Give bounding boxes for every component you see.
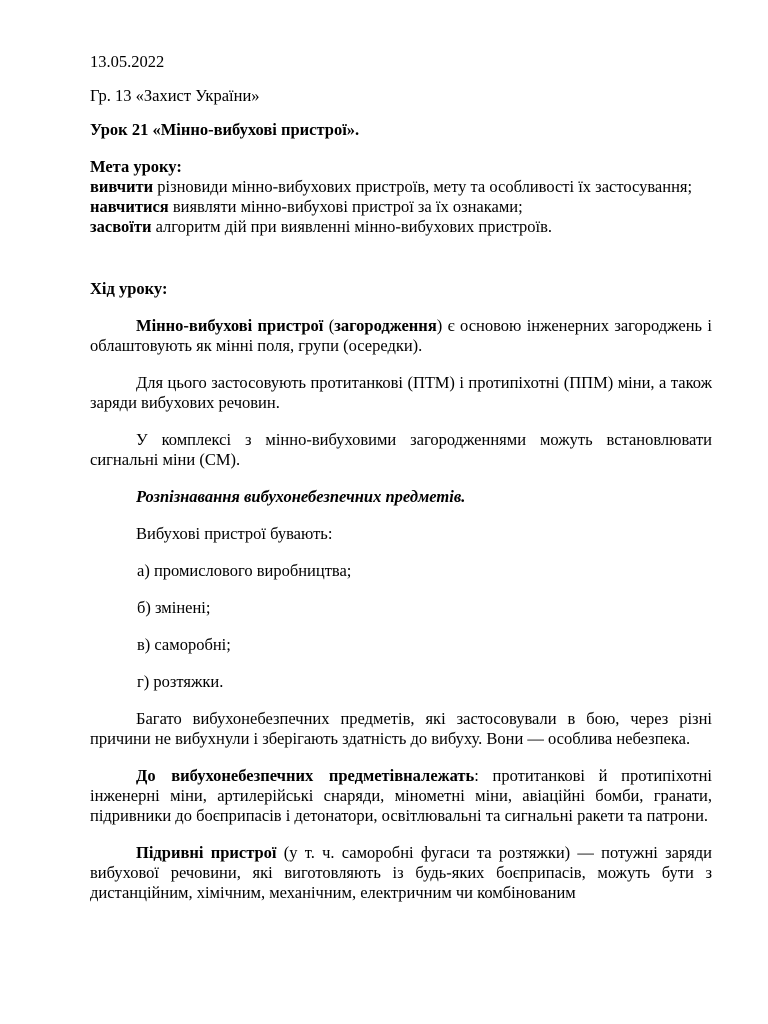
list-item: б) змінені; xyxy=(137,598,211,617)
date: 13.05.2022 xyxy=(90,52,165,71)
list-item: а) промислового виробництва; xyxy=(137,561,352,580)
course-heading: Хід уроку: xyxy=(90,279,168,298)
goal-heading: Мета уроку: xyxy=(90,157,182,176)
paragraph: Підривні пристрої (у т. ч. саморобні фугаси та розтяжки) — потужні заряди вибухової речовини, які виготовляють із будь-яких боєприпасів, можуть бути з дистанційним, хімічним, механічним, електричним чи комбінованим xyxy=(90,843,713,902)
lesson-title: Урок 21 «Мінно-вибухові пристрої». xyxy=(90,120,360,139)
goal-item: вивчити різновиди мінно-вибухових пристроїв, мету та особливості їх застосування; xyxy=(90,177,693,196)
list-item: г) розтяжки. xyxy=(137,672,224,691)
paragraph: Багато вибухонебезпечних предметів, які застосовували в бою, через різні причини не вибухнули і зберігають здатність до вибуху. Вони — особлива небезпека. xyxy=(90,709,712,748)
list-item: в) саморобні; xyxy=(137,635,231,654)
paragraph: Для цього застосовують протитанкові (ПТМ) і протипіхотні (ППМ) міни, а також заряди вибухових речовин. xyxy=(90,373,712,412)
paragraph: Вибухові пристрої бувають: xyxy=(136,524,333,543)
goal-item: навчитися виявляти мінно-вибухові пристрої за їх ознаками; xyxy=(90,197,523,216)
goal-item: засвоїти алгоритм дій при виявленні мінно-вибухових пристроїв. xyxy=(90,217,553,236)
paragraph: До вибухонебезпечних предметівналежать: протитанкові й протипіхотні інженерні міни, артилерійські снаряди, мінометні міни, авіаційні бомби, гранати, підривники до боєприпасів і детонатори, освітлювальні та сигнальні ракети та патрони. xyxy=(90,766,712,825)
group-line: Гр. 13 «Захист України» xyxy=(90,86,260,105)
section-subheading: Розпізнавання вибухонебезпечних предметів. xyxy=(136,487,466,506)
paragraph: У комплексі з мінно-вибуховими загородженнями можуть встановлювати сигнальні міни (СМ). xyxy=(90,430,712,469)
paragraph: Мінно-вибухові пристрої (загородження) є основою інженерних загороджень і облаштовують як мінні поля, групи (осередки). xyxy=(90,316,712,355)
